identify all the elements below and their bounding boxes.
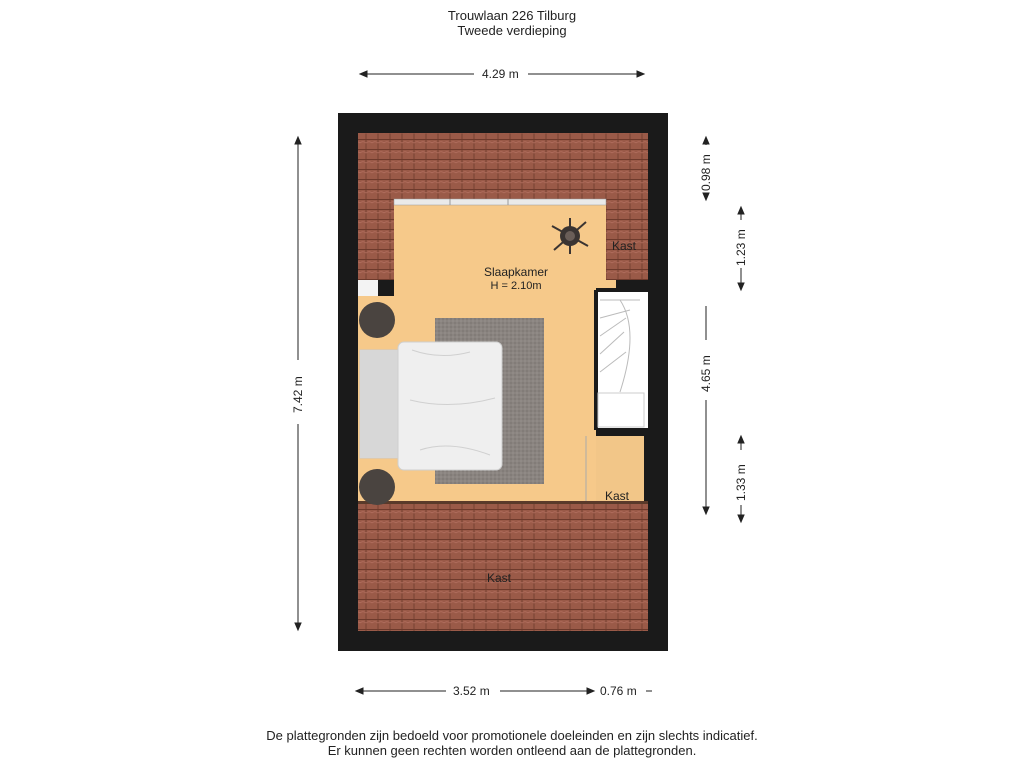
wall-notch xyxy=(358,280,378,296)
disclaimer-line-1: De plattegronden zijn bedoeld voor promotionele doeleinden en zijn slechts indicatief. xyxy=(266,728,758,743)
roof-top xyxy=(358,133,648,199)
dim-left-height: 7.42 m xyxy=(291,376,305,413)
roof-left xyxy=(358,199,394,280)
floor-title: Tweede verdieping xyxy=(457,23,567,38)
disclaimer-line-2: Er kunnen geen rechten worden ontleend aan de plattegronden. xyxy=(327,743,697,758)
bedroom-label: Slaapkamer xyxy=(483,265,549,279)
dim-right-2: 1.23 m xyxy=(734,229,748,266)
bedroom-height-label: H = 2.10m xyxy=(490,280,542,292)
dim-right-4: 1.33 m xyxy=(734,464,748,501)
roof-bottom xyxy=(358,503,648,631)
dim-bottom-side: 0.76 m xyxy=(600,684,637,698)
dim-right-3: 4.65 m xyxy=(699,355,713,392)
closet-bottom-right-label: Kast xyxy=(605,489,630,503)
nightstand-bottom xyxy=(359,469,395,505)
dim-right-1: 0.98 m xyxy=(699,154,713,191)
nightstand-top xyxy=(359,302,395,338)
window xyxy=(394,199,606,205)
dim-bottom-main: 3.52 m xyxy=(453,684,490,698)
closet-bottom-label: Kast xyxy=(487,571,512,585)
address-title: Trouwlaan 226 Tilburg xyxy=(447,8,577,23)
closet-top-right-label: Kast xyxy=(612,239,637,253)
dim-top-width: 4.29 m xyxy=(482,67,519,81)
